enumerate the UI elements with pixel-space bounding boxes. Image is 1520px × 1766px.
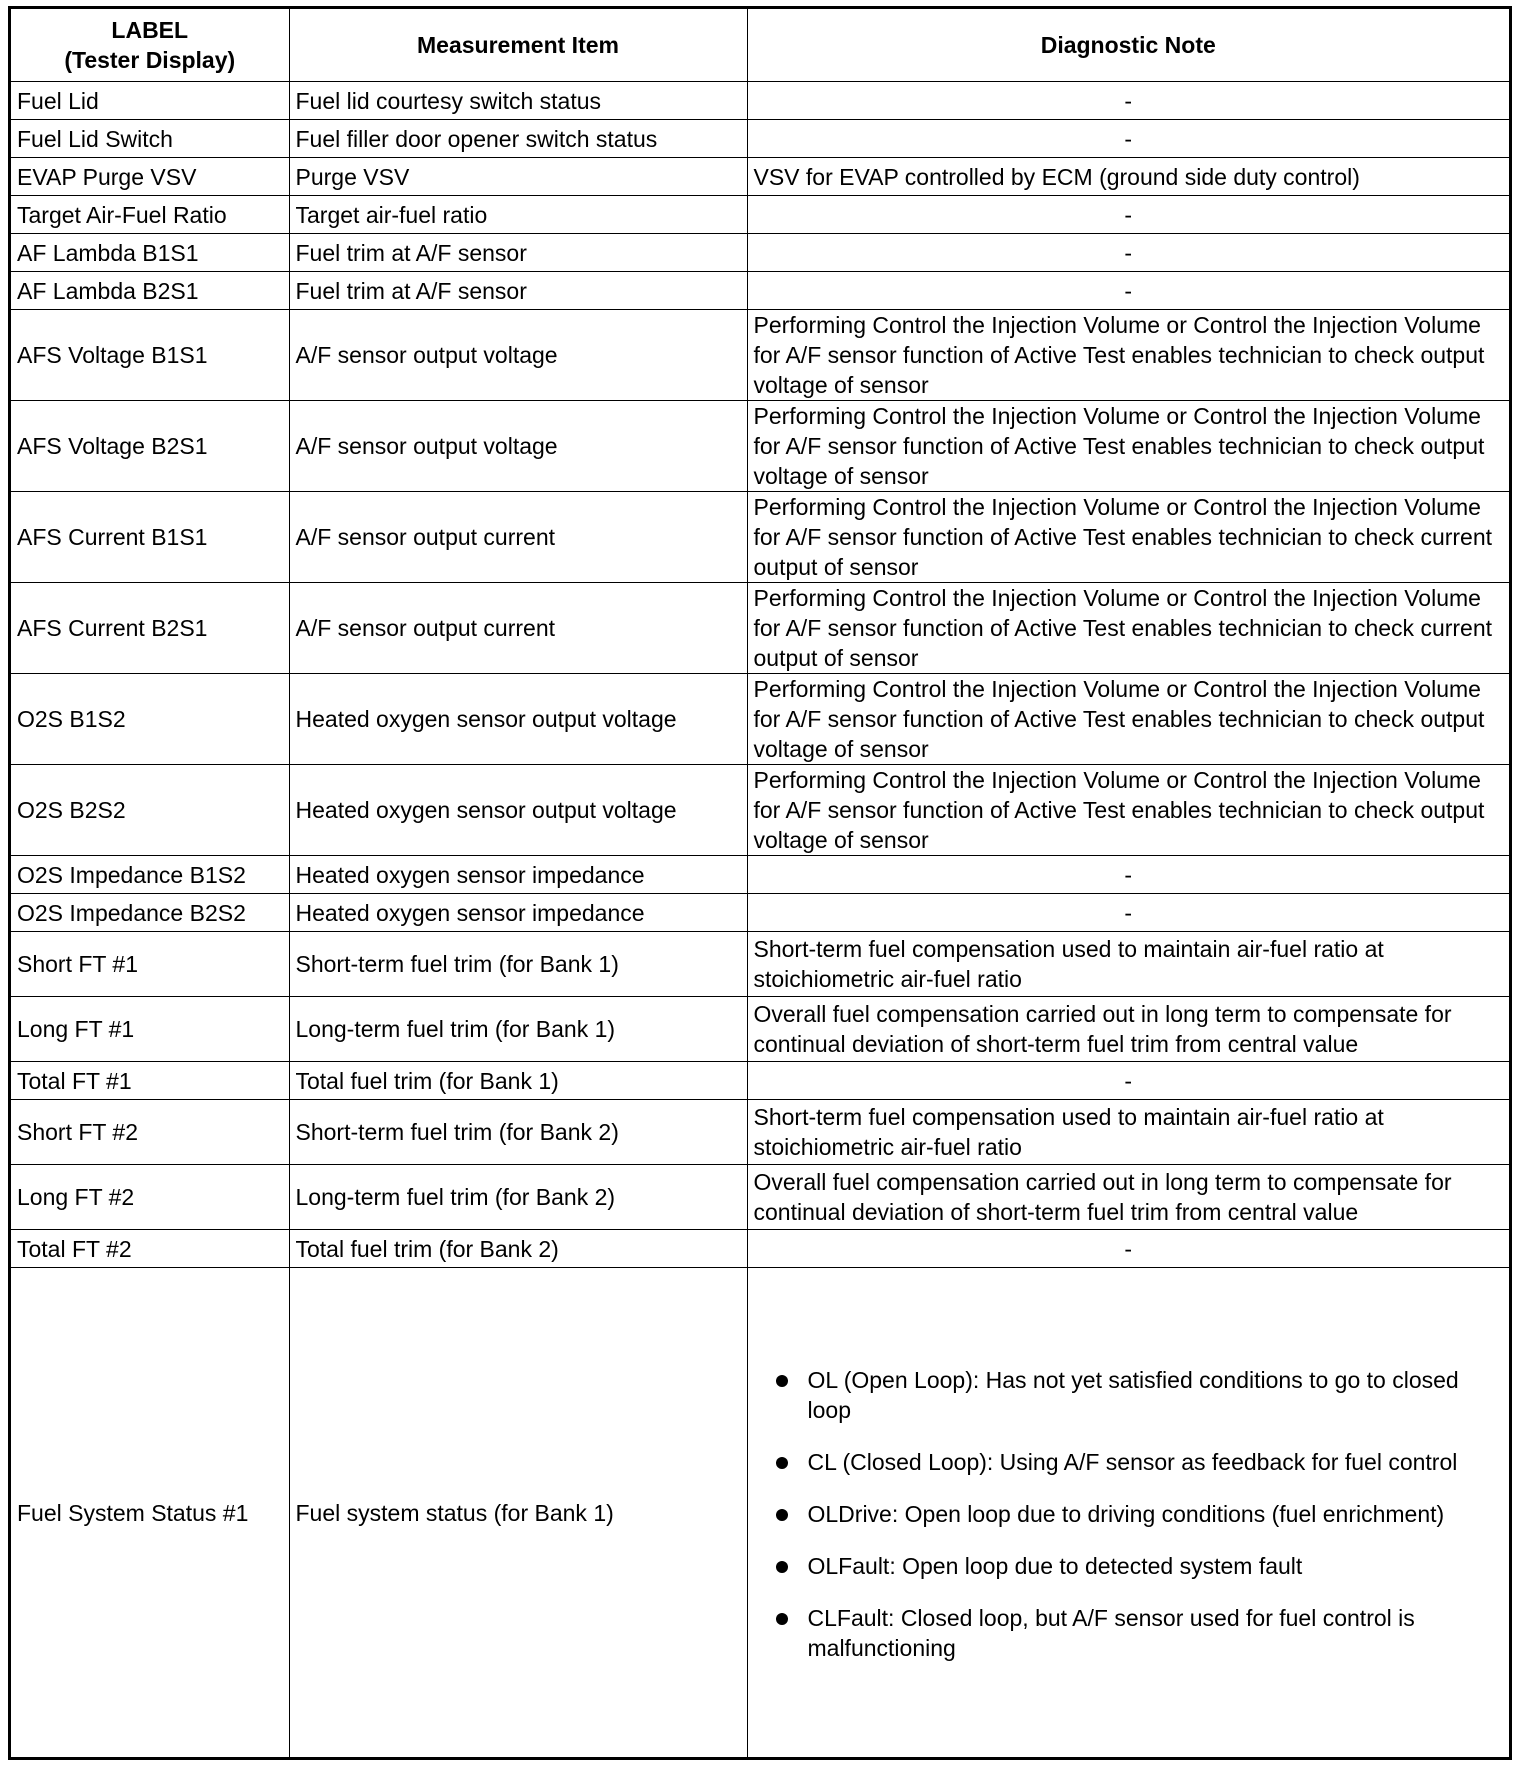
table-row-3 [11,196,1509,234]
cell-measurement-item: A/F sensor output voltage [289,310,747,401]
table-row-9 [11,583,1509,674]
cell-label: O2S B1S2 [11,674,289,765]
cell-diagnostic-note [747,1268,1509,1758]
table-row-4 [11,234,1509,272]
cell-measurement-item: Short-term fuel trim (for Bank 2) [289,1100,747,1165]
cell-measurement-item: Long-term fuel trim (for Bank 2) [289,1165,747,1230]
cell-diagnostic-note: - [747,894,1509,932]
table-row-16 [11,1062,1509,1100]
cell-measurement-item: Fuel trim at A/F sensor [289,272,747,310]
cell-label: Fuel Lid Switch [11,120,289,158]
table-row-2 [11,158,1509,196]
cell-measurement-item: Heated oxygen sensor impedance [289,856,747,894]
cell-label: Total FT #1 [11,1062,289,1100]
header-label [11,9,289,82]
cell-measurement-item: Fuel system status (for Bank 1) [289,1268,747,1758]
cell-measurement-item: Long-term fuel trim (for Bank 1) [289,997,747,1062]
table-row-0 [11,82,1509,120]
table-row-6 [11,310,1509,401]
cell-diagnostic-note: Performing Control the Injection Volume or Control the Injection Volume for A/F sensor function of Active Test enables technician to check output voltage of sensor [747,310,1509,401]
cell-diagnostic-note: Performing Control the Injection Volume or Control the Injection Volume for A/F sensor function of Active Test enables technician to check output voltage of sensor [747,401,1509,492]
cell-label: AFS Current B1S1 [11,492,289,583]
cell-label: AFS Current B2S1 [11,583,289,674]
cell-diagnostic-note: Performing Control the Injection Volume or Control the Injection Volume for A/F sensor function of Active Test enables technician to check current output of sensor [747,492,1509,583]
table-row-11 [11,765,1509,856]
cell-label: Long FT #2 [11,1165,289,1230]
cell-measurement-item: Heated oxygen sensor output voltage [289,765,747,856]
cell-label: Short FT #1 [11,932,289,997]
cell-label: EVAP Purge VSV [11,158,289,196]
cell-label: AFS Voltage B2S1 [11,401,289,492]
cell-measurement-item: Total fuel trim (for Bank 2) [289,1230,747,1268]
cell-measurement-item: Purge VSV [289,158,747,196]
table-row-5 [11,272,1509,310]
cell-label: AFS Voltage B1S1 [11,310,289,401]
table-row-12 [11,856,1509,894]
cell-measurement-item: Total fuel trim (for Bank 1) [289,1062,747,1100]
table-row-18 [11,1165,1509,1230]
bullet-item: CLFault: Closed loop, but A/F sensor used for fuel control is malfunctioning [776,1603,1504,1663]
table-row-fuel-system-status [11,1268,1509,1758]
cell-diagnostic-note: - [747,856,1509,894]
cell-measurement-item: Fuel lid courtesy switch status [289,82,747,120]
cell-diagnostic-note: - [747,196,1509,234]
header-diagnostic-note: Diagnostic Note [747,9,1509,82]
cell-diagnostic-note: Short-term fuel compensation used to maintain air-fuel ratio at stoichiometric air-fuel ratio [747,932,1509,997]
cell-diagnostic-note: - [747,82,1509,120]
cell-diagnostic-note: - [747,1062,1509,1100]
cell-diagnostic-note: Overall fuel compensation carried out in long term to compensate for continual deviation of short-term fuel trim from central value [747,997,1509,1062]
cell-label: Total FT #2 [11,1230,289,1268]
cell-label: Long FT #1 [11,997,289,1062]
cell-measurement-item: Short-term fuel trim (for Bank 1) [289,932,747,997]
cell-measurement-item: Fuel filler door opener switch status [289,120,747,158]
data-list-table-frame [8,6,1512,1760]
cell-diagnostic-note: Overall fuel compensation carried out in long term to compensate for continual deviation of short-term fuel trim from central value [747,1165,1509,1230]
cell-measurement-item: Heated oxygen sensor output voltage [289,674,747,765]
cell-label: Target Air-Fuel Ratio [11,196,289,234]
table-row-8 [11,492,1509,583]
fuel-status-bullet-list [754,1359,1504,1667]
cell-label: O2S Impedance B1S2 [11,856,289,894]
cell-label: Fuel Lid [11,82,289,120]
bullet-item: OLFault: Open loop due to detected system fault [776,1551,1504,1581]
table-row-15 [11,997,1509,1062]
header-label-line2: (Tester Display) [64,47,236,73]
cell-diagnostic-note: - [747,1230,1509,1268]
cell-diagnostic-note: - [747,272,1509,310]
cell-measurement-item: Fuel trim at A/F sensor [289,234,747,272]
cell-diagnostic-note: VSV for EVAP controlled by ECM (ground side duty control) [747,158,1509,196]
cell-label: Short FT #2 [11,1100,289,1165]
table-row-14 [11,932,1509,997]
data-list-table [11,9,1509,1757]
cell-measurement-item: Target air-fuel ratio [289,196,747,234]
header-label-line1: LABEL [111,17,189,43]
cell-diagnostic-note: - [747,120,1509,158]
cell-measurement-item: A/F sensor output current [289,492,747,583]
table-row-19 [11,1230,1509,1268]
table-row-7 [11,401,1509,492]
bullet-item: OL (Open Loop): Has not yet satisfied conditions to go to closed loop [776,1365,1504,1425]
cell-diagnostic-note: Performing Control the Injection Volume or Control the Injection Volume for A/F sensor function of Active Test enables technician to check current output of sensor [747,583,1509,674]
cell-label: AF Lambda B1S1 [11,234,289,272]
header-row [11,9,1509,82]
cell-label: Fuel System Status #1 [11,1268,289,1758]
cell-diagnostic-note: Performing Control the Injection Volume or Control the Injection Volume for A/F sensor function of Active Test enables technician to check output voltage of sensor [747,674,1509,765]
table-row-17 [11,1100,1509,1165]
table-row-10 [11,674,1509,765]
cell-label: O2S Impedance B2S2 [11,894,289,932]
bullet-item: OLDrive: Open loop due to driving conditions (fuel enrichment) [776,1499,1504,1529]
table-row-1 [11,120,1509,158]
cell-measurement-item: A/F sensor output voltage [289,401,747,492]
header-measurement-item: Measurement Item [289,9,747,82]
table-row-13 [11,894,1509,932]
cell-diagnostic-note: - [747,234,1509,272]
bullet-item: CL (Closed Loop): Using A/F sensor as feedback for fuel control [776,1447,1504,1477]
cell-measurement-item: A/F sensor output current [289,583,747,674]
cell-diagnostic-note: Short-term fuel compensation used to maintain air-fuel ratio at stoichiometric air-fuel ratio [747,1100,1509,1165]
cell-diagnostic-note: Performing Control the Injection Volume or Control the Injection Volume for A/F sensor function of Active Test enables technician to check output voltage of sensor [747,765,1509,856]
cell-label: AF Lambda B2S1 [11,272,289,310]
cell-measurement-item: Heated oxygen sensor impedance [289,894,747,932]
cell-label: O2S B2S2 [11,765,289,856]
